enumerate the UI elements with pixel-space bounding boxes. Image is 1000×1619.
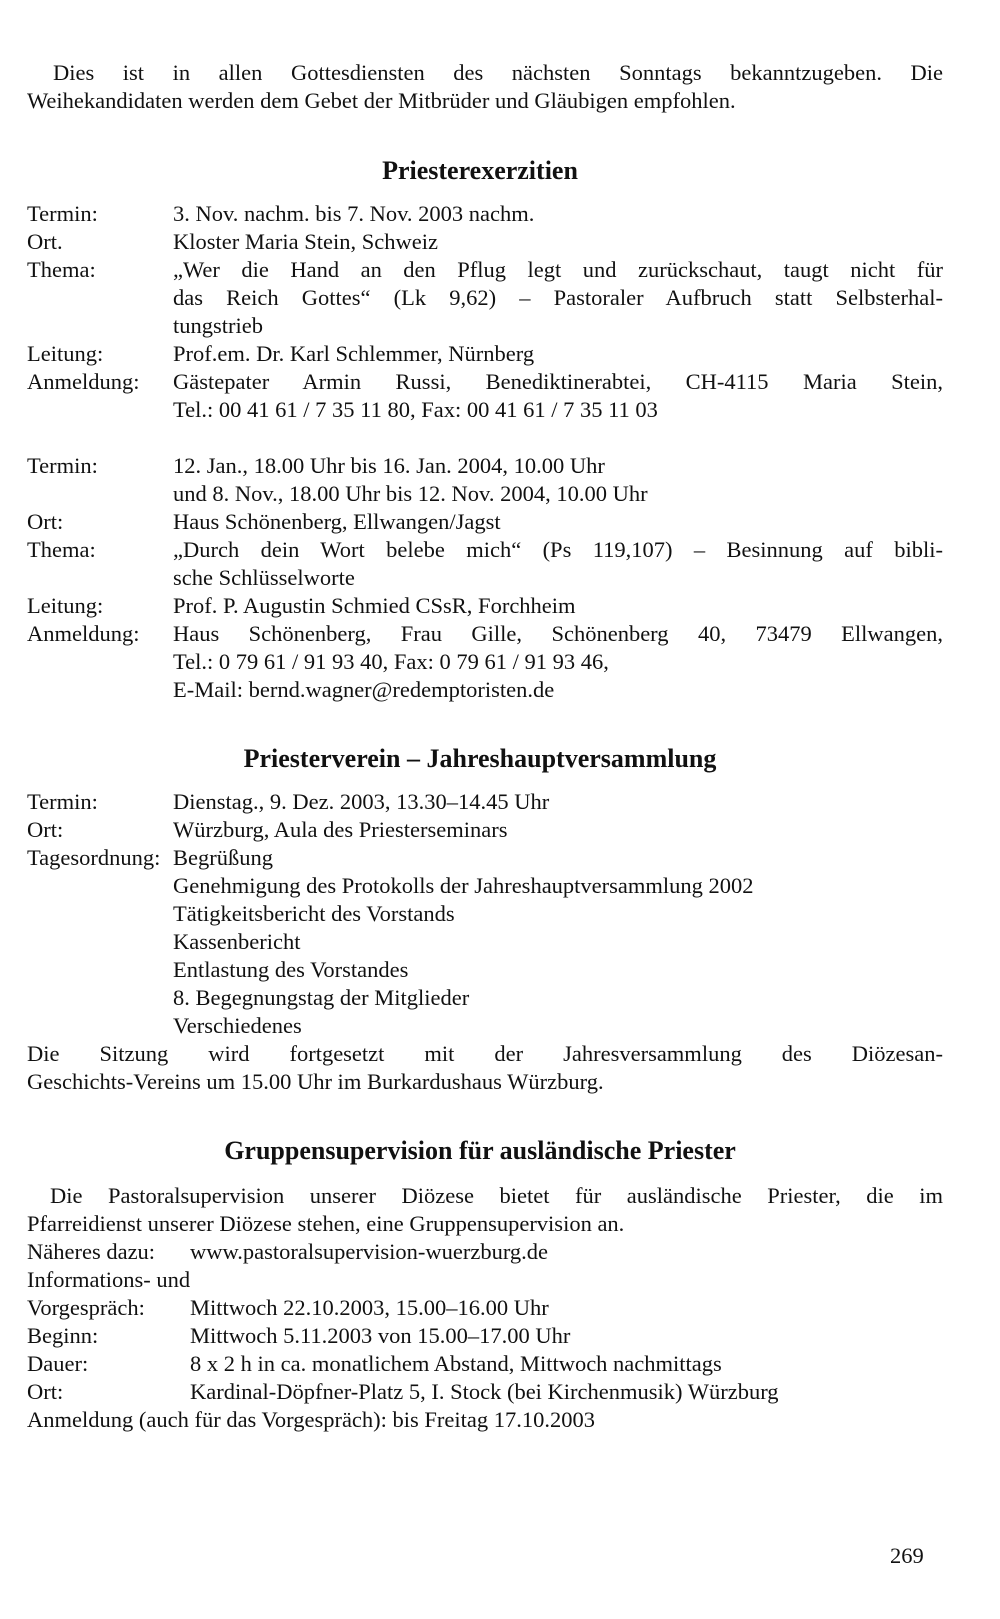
label-termin: Termin: bbox=[27, 453, 98, 478]
agenda-item: Kassenbericht bbox=[173, 929, 301, 954]
label-ort: Ort: bbox=[27, 817, 64, 842]
value-thema-line-3: tungstrieb bbox=[173, 313, 263, 338]
value-thema-line-2: sche Schlüsselworte bbox=[173, 565, 355, 590]
agenda-item: Begrüßung bbox=[173, 845, 273, 870]
value-anmeldung-line-1: Haus Schönenberg, Frau Gille, Schönenberg 40, 73479 Ellwangen, bbox=[173, 621, 943, 646]
label-ort: Ort. bbox=[27, 229, 63, 254]
value-leitung: Prof.em. Dr. Karl Schlemmer, Nürnberg bbox=[173, 341, 535, 366]
label-naeheres: Näheres dazu: bbox=[27, 1239, 156, 1264]
value-anmeldung-line-2: Tel.: 00 41 61 / 7 35 11 80, Fax: 00 41 61 / 7 35 11 03 bbox=[173, 397, 658, 422]
value-termin: Dienstag., 9. Dez. 2003, 13.30–14.45 Uhr bbox=[173, 789, 550, 814]
value-vorgespraech: Mittwoch 22.10.2003, 15.00–16.00 Uhr bbox=[190, 1295, 549, 1320]
closing-line-1: Die Sitzung wird fortgesetzt mit der Jahresversammlung des Diözesan- bbox=[27, 1041, 943, 1066]
supervision-intro-line-2: Pfarreidienst unserer Diözese stehen, eine Gruppensupervision an. bbox=[27, 1211, 625, 1236]
value-termin: 3. Nov. nachm. bis 7. Nov. 2003 nachm. bbox=[173, 201, 535, 226]
agenda-item: 8. Begegnungstag der Mitglieder bbox=[173, 985, 470, 1010]
agenda-item: Entlastung des Vorstandes bbox=[173, 957, 409, 982]
label-informations: Informations- und bbox=[27, 1267, 191, 1292]
intro-line-1: Dies ist in allen Gottesdiensten des nächsten Sonntags bekanntzugeben. Die bbox=[53, 60, 943, 85]
value-ort: Haus Schönenberg, Ellwangen/Jagst bbox=[173, 509, 501, 534]
label-termin: Termin: bbox=[27, 789, 98, 814]
intro-line-2: Weihekandidaten werden dem Gebet der Mitbrüder und Gläubigen empfohlen. bbox=[27, 88, 736, 113]
value-leitung: Prof. P. Augustin Schmied CSsR, Forchheim bbox=[173, 593, 576, 618]
agenda-item: Tätigkeitsbericht des Vorstands bbox=[173, 901, 455, 926]
label-termin: Termin: bbox=[27, 201, 98, 226]
value-termin-line-2: und 8. Nov., 18.00 Uhr bis 12. Nov. 2004, 10.00 Uhr bbox=[173, 481, 648, 506]
supervision-intro-line-1: Die Pastoralsupervision unserer Diözese bietet für ausländische Priester, die im bbox=[50, 1183, 943, 1208]
label-anmeldung: Anmeldung: bbox=[27, 369, 140, 394]
label-dauer: Dauer: bbox=[27, 1351, 89, 1376]
label-ort: Ort: bbox=[27, 509, 64, 534]
value-dauer: 8 x 2 h in ca. monatlichem Abstand, Mittwoch nachmittags bbox=[190, 1351, 722, 1376]
website-link[interactable]: www.pastoralsupervision-wuerzburg.de bbox=[190, 1239, 549, 1264]
value-anmeldung-line-2: Tel.: 0 79 61 / 91 93 40, Fax: 0 79 61 / 91 93 46, bbox=[173, 649, 609, 674]
agenda-item: Genehmigung des Protokolls der Jahreshauptversammlung 2002 bbox=[173, 873, 754, 898]
section-title-priesterexerzitien: Priesterexerzitien bbox=[382, 156, 578, 185]
value-anmeldung-line-1: Gästepater Armin Russi, Benediktinerabtei, CH-4115 Maria Stein, bbox=[173, 369, 943, 394]
value-thema-line-1: „Durch dein Wort belebe mich“ (Ps 119,107) – Besinnung auf bibli- bbox=[173, 537, 943, 562]
value-ort: Würzburg, Aula des Priesterseminars bbox=[173, 817, 508, 842]
value-beginn: Mittwoch 5.11.2003 von 15.00–17.00 Uhr bbox=[190, 1323, 571, 1348]
label-beginn: Beginn: bbox=[27, 1323, 99, 1348]
value-ort: Kardinal-Döpfner-Platz 5, I. Stock (bei Kirchenmusik) Würzburg bbox=[190, 1379, 779, 1404]
label-vorgespraech: Vorgespräch: bbox=[27, 1295, 145, 1320]
closing-line-2: Geschichts-Vereins um 15.00 Uhr im Burkardushaus Würzburg. bbox=[27, 1069, 604, 1094]
agenda-item: Verschiedenes bbox=[173, 1013, 302, 1038]
label-ort: Ort: bbox=[27, 1379, 64, 1404]
registration-deadline: Anmeldung (auch für das Vorgespräch): bis Freitag 17.10.2003 bbox=[27, 1407, 596, 1432]
value-ort: Kloster Maria Stein, Schweiz bbox=[173, 229, 438, 254]
label-anmeldung: Anmeldung: bbox=[27, 621, 140, 646]
value-email: E-Mail: bernd.wagner@redemptoristen.de bbox=[173, 677, 555, 702]
value-thema-line-2: das Reich Gottes“ (Lk 9,62) – Pastoraler Aufbruch statt Selbsterhal- bbox=[173, 285, 943, 310]
section-title-gruppensupervision: Gruppensupervision für ausländische Priester bbox=[224, 1136, 736, 1165]
label-leitung: Leitung: bbox=[27, 593, 104, 618]
label-leitung: Leitung: bbox=[27, 341, 104, 366]
value-termin-line-1: 12. Jan., 18.00 Uhr bis 16. Jan. 2004, 10.00 Uhr bbox=[173, 453, 605, 478]
label-thema: Thema: bbox=[27, 537, 96, 562]
value-thema-line-1: „Wer die Hand an den Pflug legt und zurückschaut, taugt nicht für bbox=[173, 257, 943, 282]
label-tagesordnung: Tagesordnung: bbox=[27, 845, 161, 870]
page-number: 269 bbox=[890, 1543, 924, 1568]
section-title-jahreshauptversammlung: Priesterverein – Jahreshauptversammlung bbox=[243, 744, 717, 773]
label-thema: Thema: bbox=[27, 257, 96, 282]
